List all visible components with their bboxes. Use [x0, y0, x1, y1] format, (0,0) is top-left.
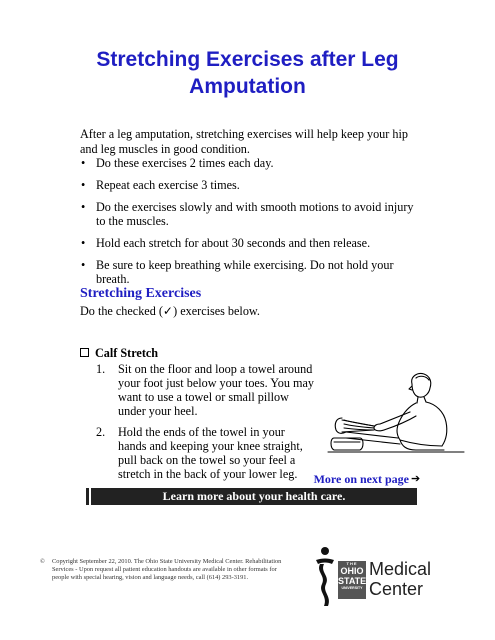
copyright-symbol: © — [40, 558, 45, 565]
section-heading: Stretching Exercises — [80, 286, 202, 301]
arrow-right-icon: ➔ — [411, 473, 421, 485]
page-title: Stretching Exercises after Leg Amputation — [96, 48, 399, 98]
step-number: 2. — [96, 425, 106, 439]
guidelines-list — [80, 156, 420, 294]
logo-center-text: Center — [369, 579, 424, 599]
step-number: 1. — [96, 362, 106, 376]
list-item: • Be sure to keep breathing while exercising. Do not hold your breath. — [80, 258, 420, 286]
list-item: • Do the exercises slowly and with smooth motions to avoid injury to the muscles. — [80, 200, 420, 228]
step-text: Hold the ends of the towel in your hands and keeping your knee straight, pull back on the towel so your feel a stretch in the back of your lower leg. — [118, 425, 303, 481]
calf-stretch-heading: Calf Stretch — [95, 345, 159, 360]
logo-state-text: STATE — [338, 576, 367, 586]
section-note: Do the checked (✓) exercises below. — [80, 304, 260, 318]
step-text: Sit on the floor and loop a towel around your foot just below your toes. You may want to use a towel or small pillow under your heel. — [118, 362, 315, 418]
calf-stretch-header — [80, 345, 158, 360]
list-item: • Do these exercises 2 times each day. — [80, 156, 420, 170]
osu-logo-block — [338, 561, 366, 599]
calf-stretch-illustration — [326, 372, 466, 458]
copyright-text: Copyright September 22, 2010. The Ohio State University Medical Center. Rehabilitation Services - Upon request all patient education handouts are available in other formats for people with special hearing, vision and language needs, call (614) 293-3191. — [52, 558, 282, 581]
more-on-next-page-link[interactable]: More on next page — [313, 472, 409, 486]
logo-university-text: UNIVERSITY — [341, 586, 363, 590]
copyright-notice — [40, 558, 288, 582]
logo-ohio-text: OHIO — [340, 566, 364, 576]
calf-stretch-checkbox[interactable] — [80, 348, 89, 357]
logo-medical-text: Medical — [369, 559, 432, 579]
list-item — [96, 425, 316, 481]
logo-figure-icon — [310, 546, 340, 608]
list-item — [96, 362, 316, 418]
list-item: • Hold each stretch for about 30 seconds and then release. — [80, 236, 420, 250]
logo-the-text: THE — [346, 561, 358, 566]
calf-stretch-steps — [96, 362, 316, 488]
learn-more-banner[interactable]: Learn more about your health care. — [89, 488, 417, 505]
list-item: • Repeat each exercise 3 times. — [80, 178, 420, 192]
intro-paragraph: After a leg amputation, stretching exercises will help keep your hip and leg muscles in good condition. — [80, 127, 408, 156]
